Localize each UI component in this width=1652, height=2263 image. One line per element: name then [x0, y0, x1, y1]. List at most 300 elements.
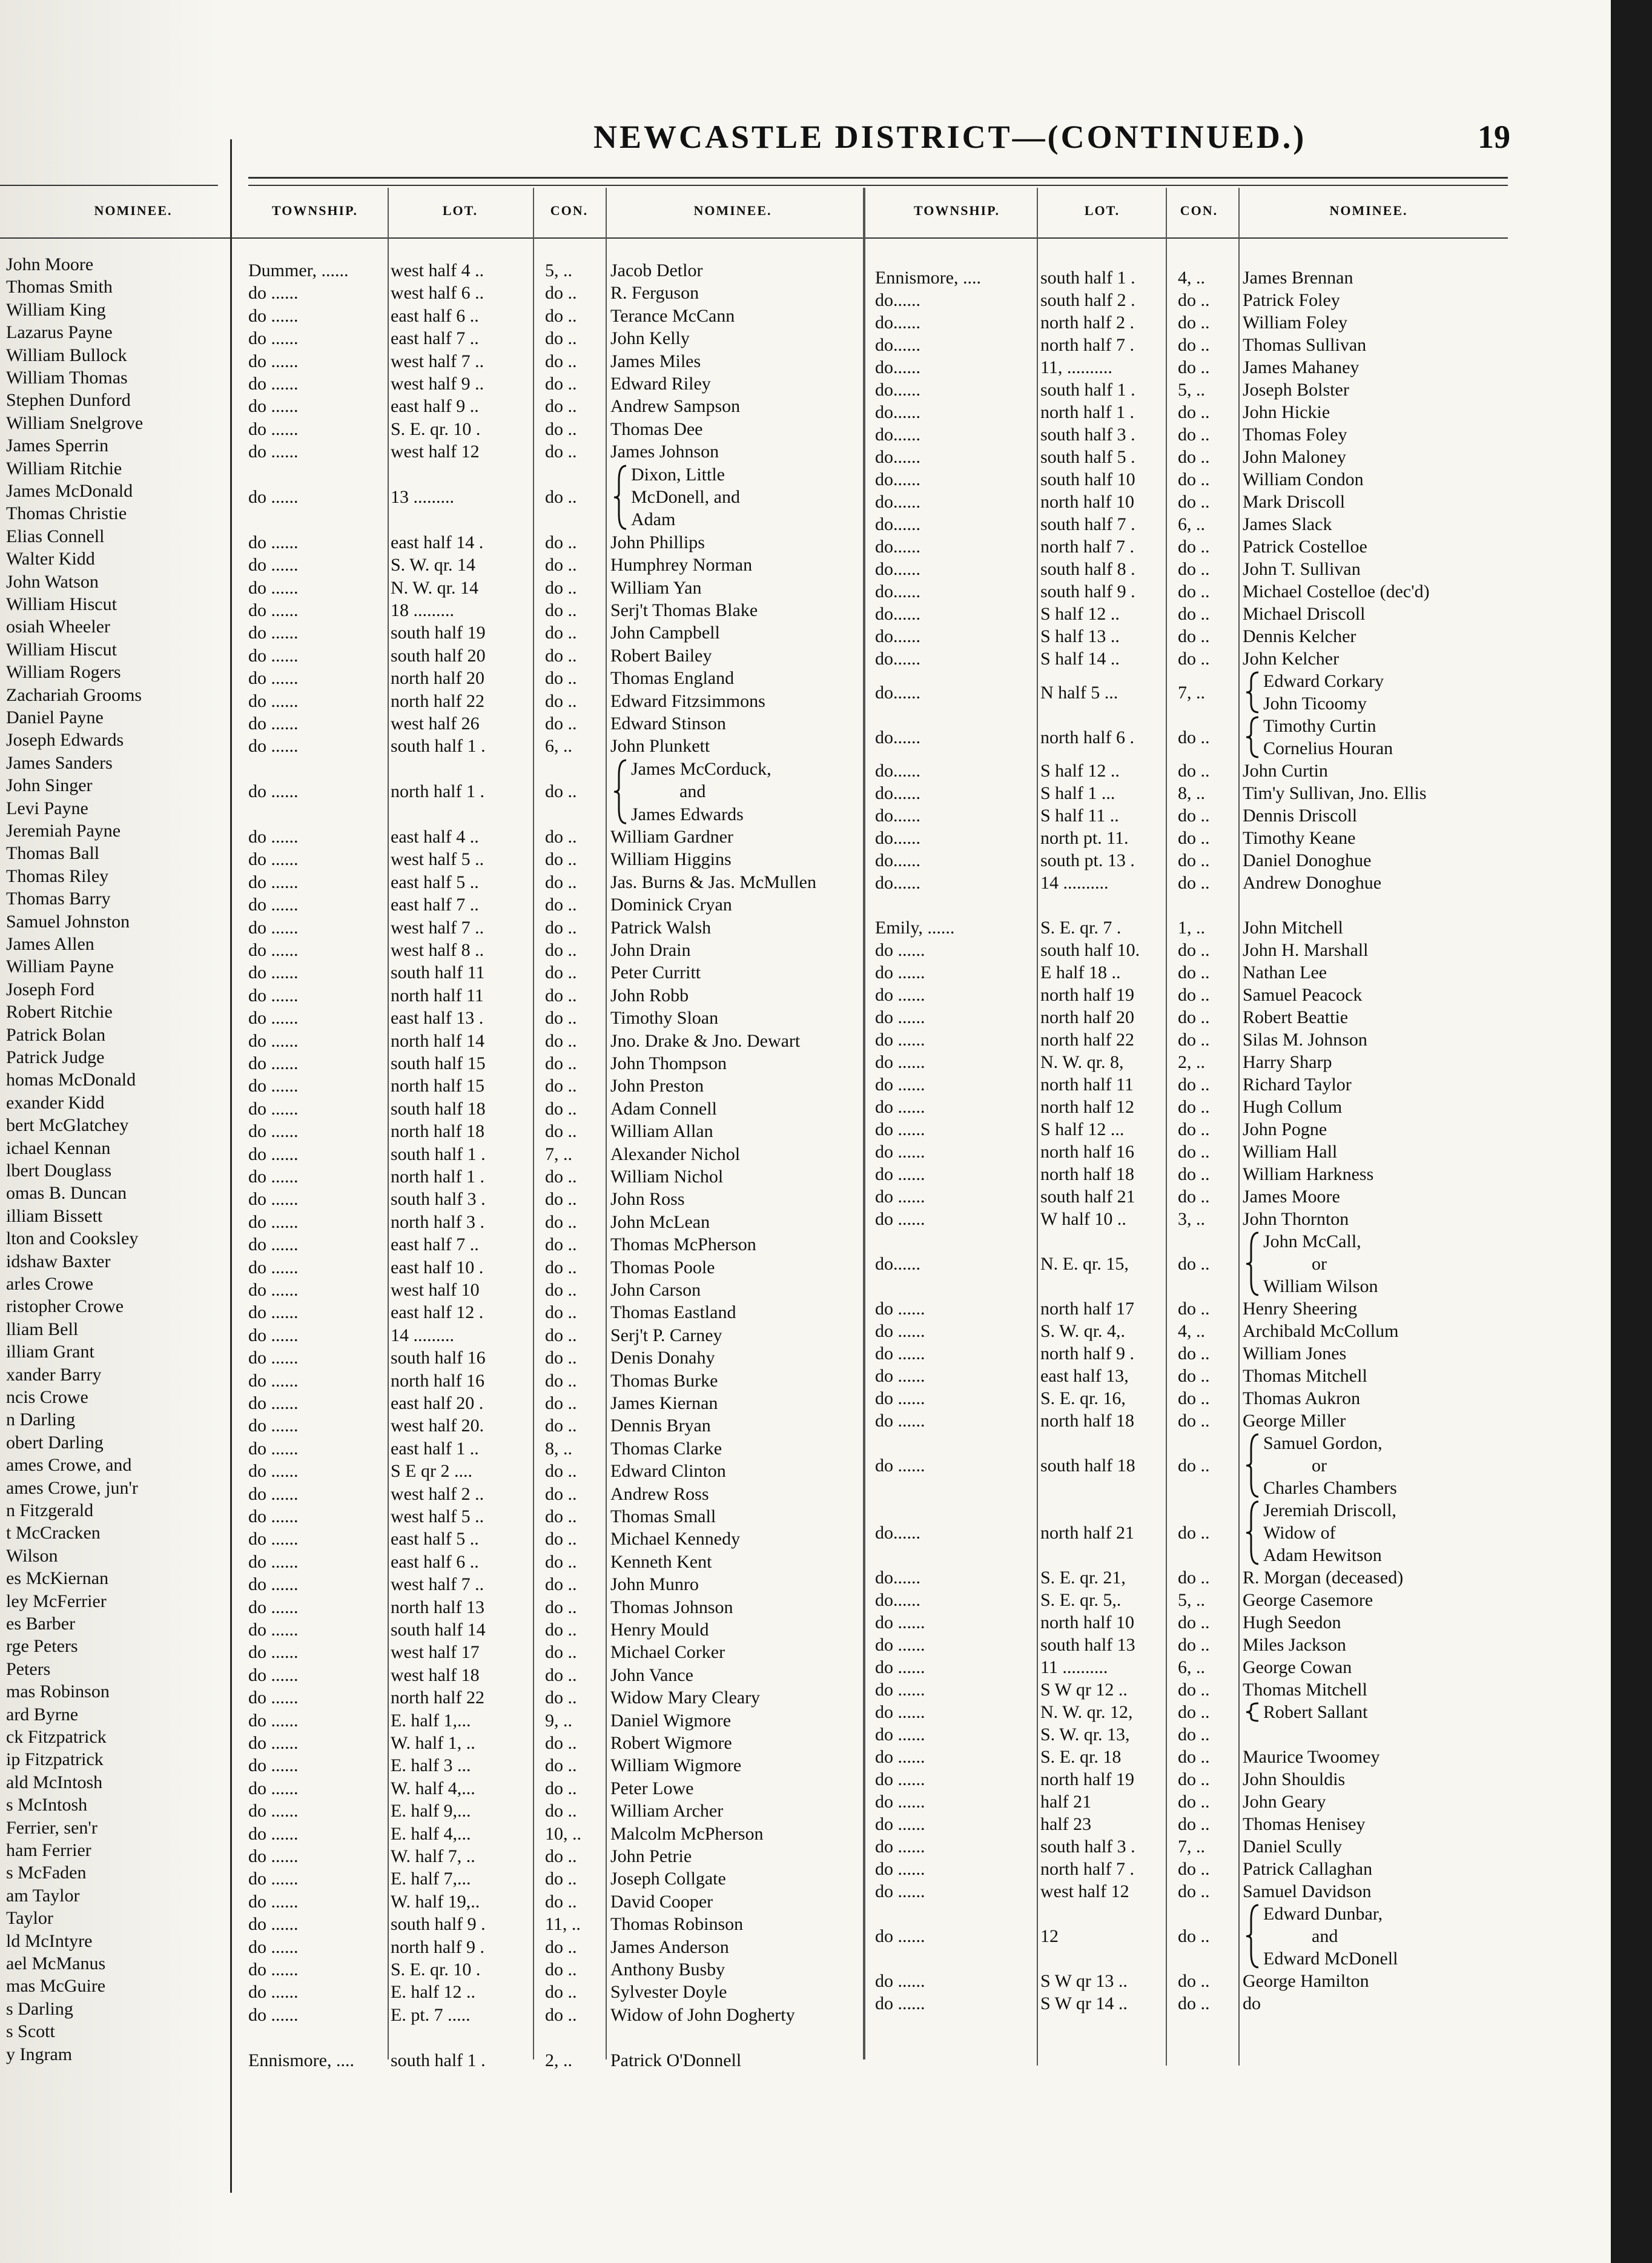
con-cell: do ..: [545, 940, 577, 960]
lot-cell: east half 6 ..: [391, 1551, 479, 1572]
con-cell: do ..: [545, 1370, 577, 1391]
nominee-cell: Silas M. Johnson: [1243, 1030, 1367, 1050]
con-cell: do ..: [545, 532, 577, 552]
brace-mark: [1245, 1903, 1262, 1970]
left-nominee-entry: illiam Grant: [6, 1342, 94, 1362]
township-cell: do ......: [875, 1971, 925, 1991]
column-rule: [1238, 188, 1240, 2066]
right-township-header: TOWNSHIP.: [913, 203, 1000, 218]
nominee-cell: John Phillips: [610, 532, 705, 552]
township-cell: do ......: [248, 1053, 299, 1073]
nominee-cell: Thomas Small: [610, 1506, 716, 1526]
nominee-cell: Thomas Mitchell: [1243, 1680, 1367, 1700]
lot-cell: north half 9 .: [391, 1937, 484, 1957]
nominee-cell: Widow Mary Cleary: [610, 1688, 761, 1708]
con-cell: do ..: [1178, 850, 1210, 870]
nominee-cell: [1263, 1499, 1503, 1566]
township-cell: do ......: [248, 1438, 299, 1459]
lot-cell: west half 7 ..: [391, 917, 484, 938]
township-cell: do ......: [248, 963, 299, 983]
con-cell: 1, ..: [1178, 918, 1205, 938]
nominee-cell: William Allan: [610, 1121, 713, 1142]
con-cell: do ..: [1178, 581, 1210, 601]
nominee-cell: Dennis Bryan: [610, 1416, 711, 1436]
township-cell: do ......: [875, 940, 925, 960]
lot-cell: south half 20: [391, 645, 486, 666]
con-cell: do ..: [1178, 1859, 1210, 1879]
nominee-cell: Serj't P. Carney: [610, 1325, 722, 1345]
nominee-line: and: [1312, 1926, 1338, 1946]
township-cell: do ......: [875, 1097, 925, 1117]
lot-cell: north half 11: [391, 985, 484, 1006]
lot-cell: north half 18: [391, 1121, 484, 1142]
lot-cell: south half 15: [391, 1053, 486, 1073]
nominee-cell: [1263, 670, 1503, 715]
nominee-cell: James Slack: [1243, 514, 1332, 534]
left-nominee-entry: William Ritchie: [6, 458, 122, 479]
con-cell: do ..: [1178, 469, 1210, 489]
township-cell: do ......: [875, 1007, 925, 1027]
left-nominee-entry: n Fitzgerald: [6, 1500, 94, 1520]
nominee-line: Widow of: [1263, 1523, 1336, 1543]
nominee-cell: Kenneth Kent: [610, 1551, 712, 1572]
left-nominee-entry: Wilson: [6, 1545, 58, 1566]
left-nominee-entry: Joseph Ford: [6, 979, 94, 999]
left-nominee-entry: s McIntosh: [6, 1795, 88, 1815]
con-cell: 7, ..: [545, 1144, 572, 1164]
con-cell: do ..: [545, 1008, 577, 1029]
lot-cell: east half 1 ..: [391, 1438, 479, 1459]
township-cell: do ......: [248, 1846, 299, 1866]
township-cell: do ......: [875, 1837, 925, 1857]
township-cell: do......: [875, 1254, 920, 1274]
con-cell: do ..: [545, 1030, 577, 1051]
con-cell: do ..: [1178, 492, 1210, 512]
township-cell: do ......: [248, 1280, 299, 1300]
left-header-rule: [0, 185, 218, 186]
township-cell: do ......: [875, 1635, 925, 1655]
con-cell: do ..: [1178, 425, 1210, 445]
left-nominee-entry: Elias Connell: [6, 526, 105, 546]
nominee-cell: Edward Stinson: [610, 714, 726, 734]
township-cell: do ......: [248, 1506, 299, 1526]
township-cell: do ......: [248, 1891, 299, 1912]
lot-cell: S W qr 12 ..: [1040, 1680, 1128, 1700]
con-cell: do ..: [545, 1348, 577, 1368]
nominee-cell: John H. Marshall: [1243, 940, 1369, 960]
brace-mark: [1245, 715, 1262, 760]
con-cell: do ..: [545, 1574, 577, 1595]
lot-cell: west half 7 ..: [391, 351, 484, 371]
con-cell: 10, ..: [545, 1823, 581, 1844]
nominee-cell: John Petrie: [610, 1846, 692, 1866]
lot-cell: S. E. qr. 5,.: [1040, 1590, 1122, 1610]
township-cell: do ......: [875, 1052, 925, 1072]
nominee-cell: John Shouldis: [1243, 1769, 1346, 1789]
left-nominee-entry: William Bullock: [6, 345, 127, 365]
con-cell: 8, ..: [1178, 783, 1205, 803]
nominee-cell: Timothy Keane: [1243, 828, 1356, 848]
left-nominee-entry: lliam Bell: [6, 1319, 79, 1339]
township-cell: do ......: [248, 1393, 299, 1413]
nominee-cell: Michael Driscoll: [1243, 604, 1366, 624]
nominee-cell: John Curtin: [1243, 761, 1328, 781]
column-rule: [533, 188, 534, 2059]
township-cell: do......: [875, 626, 920, 646]
con-cell: do ..: [1178, 806, 1210, 826]
left-nominee-entry: homas McDonald: [6, 1070, 136, 1090]
page-fold: [230, 139, 232, 2193]
township-cell: do ......: [875, 1030, 925, 1050]
nominee-cell: William Hall: [1243, 1142, 1338, 1162]
middle-township-header: TOWNSHIP.: [271, 203, 358, 218]
con-cell: do ..: [545, 1733, 577, 1753]
nominee-cell: Henry Mould: [610, 1620, 709, 1640]
left-nominee-entry: arles Crowe: [6, 1274, 94, 1294]
township-cell: do ......: [875, 1926, 925, 1946]
lot-cell: north half 7 .: [1040, 537, 1134, 557]
nominee-cell: Daniel Scully: [1243, 1837, 1343, 1857]
con-cell: do ..: [1178, 1030, 1210, 1050]
nominee-cell: Thomas Poole: [610, 1257, 715, 1277]
township-cell: Emily, ......: [875, 918, 955, 938]
con-cell: do ..: [1178, 1993, 1210, 2013]
con-cell: 6, ..: [545, 736, 572, 757]
nominee-cell: John Thompson: [610, 1053, 727, 1073]
lot-cell: south half 10.: [1040, 940, 1140, 960]
township-cell: do ......: [248, 1461, 299, 1482]
lot-cell: E. half 3 ...: [391, 1755, 471, 1776]
township-cell: do ......: [248, 895, 299, 915]
nominee-cell: Dennis Driscoll: [1243, 806, 1358, 826]
left-nominee-entry: William Thomas: [6, 368, 128, 388]
nominee-cell: William Jones: [1243, 1344, 1347, 1363]
left-nominee-entry: obert Darling: [6, 1432, 104, 1453]
con-cell: do ..: [1178, 1814, 1210, 1834]
lot-cell: south pt. 13 .: [1040, 850, 1135, 870]
nominee-cell: Andrew Ross: [610, 1483, 709, 1504]
left-nominee-entry: Zachariah Grooms: [6, 684, 142, 705]
page-number: 19: [1478, 119, 1510, 155]
left-nominee-entry: James McDonald: [6, 481, 133, 501]
con-cell: do ..: [545, 1869, 577, 1889]
con-cell: do ..: [545, 442, 577, 462]
township-cell: do......: [875, 604, 920, 624]
con-cell: do ..: [545, 781, 577, 801]
con-cell: do ..: [1178, 985, 1210, 1005]
con-cell: do ..: [1178, 727, 1210, 747]
township-cell: do ......: [875, 1993, 925, 2013]
nominee-cell: William Gardner: [610, 827, 733, 847]
con-cell: do ..: [545, 623, 577, 643]
left-nominee-entry: mas Robinson: [6, 1682, 110, 1702]
lot-cell: north pt. 11.: [1040, 828, 1129, 848]
township-cell: do ......: [248, 1620, 299, 1640]
con-cell: do ..: [545, 1393, 577, 1413]
township-cell: do......: [875, 850, 920, 870]
header-rule-top-thin: [248, 185, 1508, 186]
township-cell: do ......: [248, 1574, 299, 1595]
nominee-cell: Serj't Thomas Blake: [610, 600, 758, 620]
header-rule-top: [248, 177, 1508, 179]
con-cell: do ..: [1178, 1366, 1210, 1386]
township-cell: do ......: [248, 1642, 299, 1663]
nominee-line: Edward Corkary: [1263, 671, 1384, 691]
nominee-cell: George Casemore: [1243, 1590, 1373, 1610]
left-nominee-entry: William Payne: [6, 956, 114, 977]
left-nominee-header: NOMINEE.: [94, 203, 173, 218]
nominee-cell: Malcolm McPherson: [610, 1823, 764, 1844]
con-cell: 5, ..: [545, 260, 572, 280]
nominee-cell: John Kelly: [610, 328, 690, 349]
lot-cell: east half 9 ..: [391, 396, 479, 417]
nominee-cell: Daniel Wigmore: [610, 1710, 732, 1731]
nominee-cell: [1263, 715, 1503, 760]
con-cell: 7, ..: [1178, 683, 1205, 703]
nominee-line: Edward Dunbar,: [1263, 1904, 1383, 1924]
left-nominee-entry: Peters: [6, 1658, 51, 1679]
con-cell: do ..: [1178, 1523, 1210, 1543]
column-rule: [388, 188, 389, 2059]
township-cell: do ......: [248, 1030, 299, 1051]
township-cell: do ......: [875, 1142, 925, 1162]
township-cell: do ......: [248, 985, 299, 1006]
con-cell: do ..: [1178, 1635, 1210, 1655]
nominee-cell: John Munro: [610, 1574, 699, 1595]
nominee-cell: Thomas Eastland: [610, 1302, 736, 1323]
nominee-line: Samuel Gordon,: [1263, 1433, 1383, 1453]
lot-cell: north half 21: [1040, 1523, 1134, 1543]
lot-cell: north half 7 .: [1040, 1859, 1134, 1879]
left-nominee-entry: Samuel Johnston: [6, 911, 130, 932]
con-cell: do ..: [545, 1506, 577, 1526]
township-cell: do ......: [248, 1370, 299, 1391]
lot-cell: east half 13 .: [391, 1008, 484, 1029]
left-nominee-entry: bert McGlatchey: [6, 1115, 129, 1136]
township-cell: do ......: [248, 1914, 299, 1935]
nominee-cell: John Pogne: [1243, 1119, 1327, 1139]
con-cell: do ..: [1178, 1164, 1210, 1184]
nominee-cell: Humphrey Norman: [610, 555, 753, 575]
lot-cell: north half 1 .: [1040, 402, 1134, 422]
nominee-cell: [631, 463, 862, 531]
lot-cell: south half 21: [1040, 1187, 1135, 1207]
township-cell: do ......: [875, 1119, 925, 1139]
township-cell: do ......: [875, 1456, 925, 1476]
township-cell: do......: [875, 683, 920, 703]
nominee-cell: George Hamilton: [1243, 1971, 1369, 1991]
township-cell: do ......: [875, 1747, 925, 1767]
township-cell: do ......: [875, 985, 925, 1005]
nominee-cell: Edward Riley: [610, 374, 711, 394]
right-con-header: CON.: [1180, 203, 1218, 218]
township-cell: do ......: [248, 827, 299, 847]
nominee-line: or: [1312, 1456, 1327, 1476]
nominee-cell: William Archer: [610, 1801, 724, 1821]
nominee-cell: William Higgins: [610, 849, 732, 870]
con-cell: do ..: [545, 849, 577, 870]
con-cell: do ..: [545, 1325, 577, 1345]
nominee-cell: Terance McCann: [610, 305, 735, 326]
page-title: NEWCASTLE DISTRICT—(CONTINUED.): [593, 119, 1307, 155]
lot-cell: S W qr 13 ..: [1040, 1971, 1128, 1991]
nominee-cell: Peter Curritt: [610, 963, 701, 983]
township-cell: do ......: [248, 351, 299, 371]
nominee-cell: Nathan Lee: [1243, 963, 1327, 982]
lot-cell: E. half 4,...: [391, 1823, 471, 1844]
nominee-cell: Harry Sharp: [1243, 1052, 1332, 1072]
left-nominee-entry: omas B. Duncan: [6, 1183, 127, 1204]
con-cell: do ..: [545, 1167, 577, 1187]
brace-mark: [613, 463, 630, 531]
nominee-cell: Widow of John Dogherty: [610, 2004, 795, 2025]
lot-cell: S half 12 ...: [1040, 1119, 1125, 1139]
nominee-cell: Robert Sallant: [1263, 1702, 1368, 1722]
lot-cell: N half 5 ...: [1040, 683, 1118, 703]
township-cell: do......: [875, 447, 920, 467]
left-nominee-entry: Thomas Smith: [6, 277, 113, 297]
left-nominee-entry: ichael Kennan: [6, 1138, 111, 1158]
nominee-cell: Joseph Bolster: [1243, 380, 1349, 400]
lot-cell: E. half 7,...: [391, 1869, 471, 1889]
left-nominee-entry: Levi Payne: [6, 798, 88, 818]
township-cell: do ......: [248, 1778, 299, 1798]
con-cell: do ..: [545, 1891, 577, 1912]
lot-cell: S. W. qr. 13,: [1040, 1725, 1130, 1744]
lot-cell: S. E. qr. 21,: [1040, 1568, 1126, 1588]
middle-lot-header: LOT.: [442, 203, 478, 218]
con-cell: do ..: [1178, 1388, 1210, 1408]
township-cell: do ......: [875, 1725, 925, 1744]
township-cell: do ......: [248, 623, 299, 643]
lot-cell: E. half 12 ..: [391, 1982, 475, 2003]
lot-cell: south half 2 .: [1040, 290, 1135, 310]
township-cell: do ......: [248, 532, 299, 552]
con-cell: do ..: [545, 1960, 577, 1980]
township-cell: do ......: [875, 1792, 925, 1812]
township-cell: do ......: [248, 1416, 299, 1436]
left-nominee-entry: lton and Cooksley: [6, 1228, 139, 1249]
nominee-cell: James Mahaney: [1243, 357, 1360, 377]
left-nominee-entry: William Rogers: [6, 662, 121, 683]
nominee-cell: R. Morgan (deceased): [1243, 1568, 1404, 1588]
lot-cell: north half 22: [1040, 1030, 1134, 1050]
nominee-cell: Samuel Peacock: [1243, 985, 1363, 1005]
left-nominee-entry: Thomas Ball: [6, 843, 100, 864]
township-cell: do ......: [248, 555, 299, 575]
township-cell: Dummer, ......: [248, 260, 349, 280]
township-cell: Ennismore, ....: [875, 268, 981, 288]
lot-cell: north half 1 .: [391, 1167, 484, 1187]
township-cell: do ......: [248, 1869, 299, 1889]
left-nominee-entry: s Scott: [6, 2021, 55, 2042]
nominee-cell: Robert Wigmore: [610, 1733, 732, 1753]
nominee-cell: Henry Sheering: [1243, 1299, 1358, 1319]
lot-cell: 14 .........: [391, 1325, 454, 1345]
lot-cell: north half 19: [1040, 1769, 1134, 1789]
township-cell: do ......: [875, 1612, 925, 1632]
lot-cell: 11 ..........: [1040, 1657, 1108, 1677]
township-cell: do......: [875, 873, 920, 893]
nominee-cell: John Mitchell: [1243, 918, 1343, 938]
township-cell: do ......: [875, 963, 925, 982]
nominee-cell: Thomas Foley: [1243, 425, 1347, 445]
township-cell: do......: [875, 357, 920, 377]
left-nominee-entry: James Sanders: [6, 752, 113, 773]
left-nominee-entry: rge Peters: [6, 1636, 78, 1657]
lot-cell: north half 10: [1040, 1612, 1134, 1632]
lot-cell: east half 12 .: [391, 1302, 484, 1323]
lot-cell: west half 5 ..: [391, 849, 484, 870]
con-cell: do ..: [545, 1982, 577, 2003]
township-cell: do ......: [248, 1325, 299, 1345]
township-cell: do ......: [875, 1366, 925, 1386]
con-cell: do ..: [1178, 1612, 1210, 1632]
township-cell: do......: [875, 806, 920, 826]
township-cell: do ......: [248, 1755, 299, 1776]
lot-cell: west half 5 ..: [391, 1506, 484, 1526]
con-cell: do ..: [545, 1098, 577, 1119]
lot-cell: west half 12: [1040, 1881, 1129, 1901]
township-cell: do ......: [875, 1702, 925, 1722]
nominee-cell: Thomas Johnson: [610, 1597, 733, 1617]
nominee-cell: Anthony Busby: [610, 1960, 725, 1980]
lot-cell: west half 9 ..: [391, 374, 484, 394]
lot-cell: north half 13: [391, 1597, 484, 1617]
township-cell: do......: [875, 537, 920, 557]
lot-cell: E. half 1,...: [391, 1710, 471, 1731]
township-cell: do ......: [248, 1076, 299, 1096]
lot-cell: N. E. qr. 15,: [1040, 1254, 1129, 1274]
left-nominee-entry: ld McIntyre: [6, 1930, 93, 1951]
lot-cell: south half 1 .: [391, 1144, 486, 1164]
township-cell: do ......: [248, 1937, 299, 1957]
lot-cell: north half 6 .: [1040, 727, 1134, 747]
nominee-cell: Dennis Kelcher: [1243, 626, 1356, 646]
township-cell: do ......: [875, 1814, 925, 1834]
lot-cell: south half 19: [391, 623, 486, 643]
township-cell: do......: [875, 335, 920, 355]
lot-cell: south half 9 .: [391, 1914, 486, 1935]
lot-cell: E. pt. 7 .....: [391, 2004, 471, 2025]
township-cell: do ......: [875, 1411, 925, 1431]
nominee-cell: George Cowan: [1243, 1657, 1352, 1677]
column-rule: [606, 188, 607, 2059]
nominee-cell: William Condon: [1243, 469, 1364, 489]
township-cell: do ......: [248, 781, 299, 801]
township-cell: do ......: [248, 1688, 299, 1708]
con-cell: do ..: [1178, 357, 1210, 377]
nominee-cell: James Moore: [1243, 1187, 1340, 1207]
lot-cell: S half 11 ..: [1040, 806, 1119, 826]
lot-cell: east half 7 ..: [391, 1234, 479, 1255]
township-cell: do ......: [248, 600, 299, 620]
nominee-cell: Patrick Costelloe: [1243, 537, 1367, 557]
con-cell: do ..: [545, 1211, 577, 1232]
left-nominee-entry: ncis Crowe: [6, 1387, 88, 1407]
lot-cell: S half 14 ..: [1040, 649, 1120, 669]
con-cell: do ..: [545, 305, 577, 326]
con-cell: do ..: [545, 1801, 577, 1821]
nominee-cell: John McLean: [610, 1211, 710, 1232]
right-lot-header: LOT.: [1084, 203, 1120, 218]
township-cell: do ......: [248, 305, 299, 326]
township-cell: do ......: [248, 1529, 299, 1549]
con-cell: do ..: [1178, 335, 1210, 355]
nominee-cell: Thomas Sullivan: [1243, 335, 1367, 355]
nominee-cell: Thomas Mitchell: [1243, 1366, 1367, 1386]
lot-cell: east half 5 ..: [391, 872, 479, 892]
